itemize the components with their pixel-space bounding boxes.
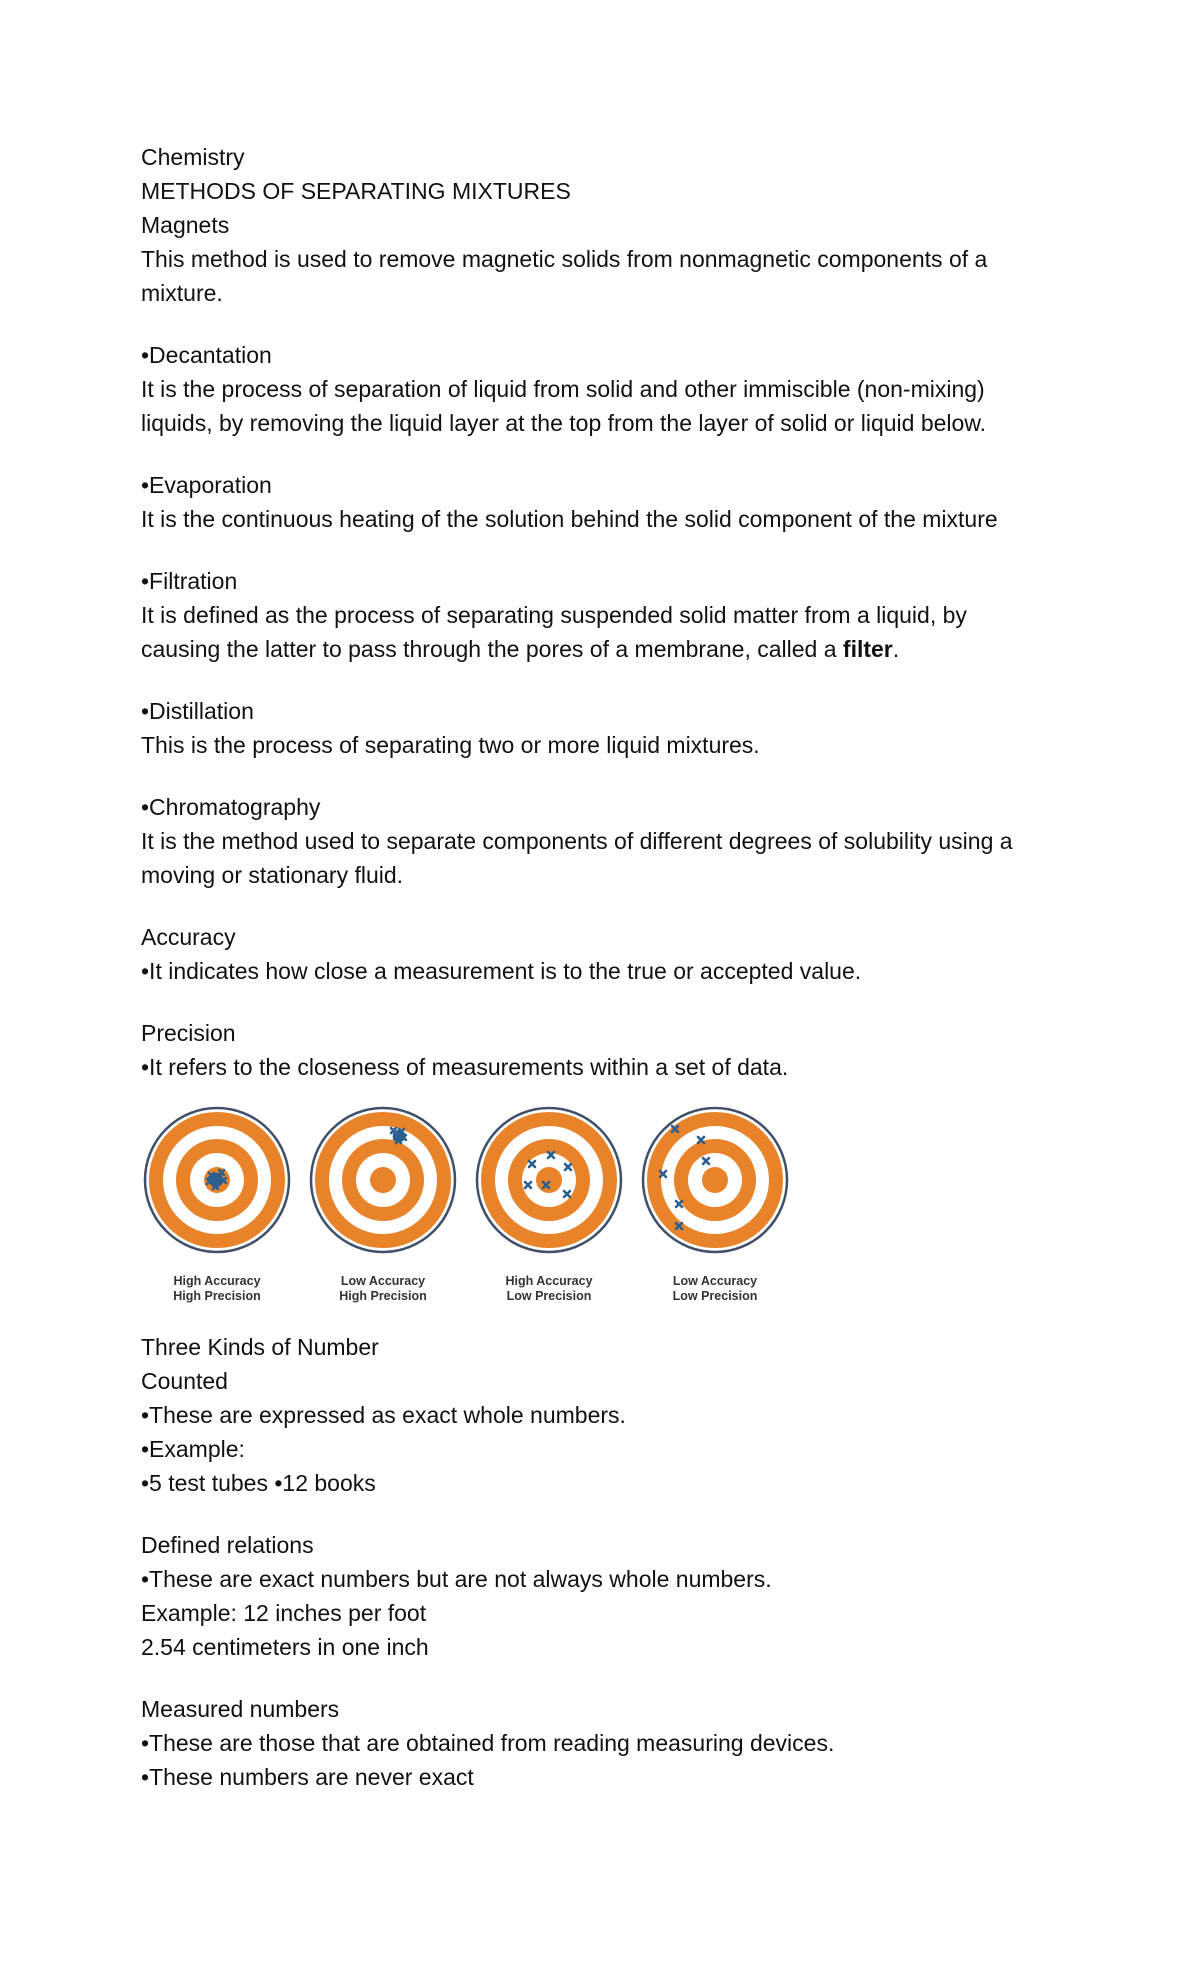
filtration-text-1: It is defined as the process of separating suspended solid matter from a liquid, by [141,602,967,628]
target-high-accuracy-high-precision [143,1106,291,1303]
filter-term: filter [842,636,893,662]
document-page [141,140,1101,1794]
filtration-text-2 [141,632,1101,666]
numbers-heading: Three Kinds of Number [141,1334,379,1360]
decantation-text-1: It is the process of separation of liquid from solid and other immiscible (non-mixing) [141,376,985,402]
precision-text-1: •It refers to the closeness of measurements within a set of data. [141,1054,789,1080]
evaporation-text-1: It is the continuous heating of the solution behind the solid component of the mixture [141,506,998,532]
defined-text-2: Example: 12 inches per foot [141,1600,427,1626]
measured-text-2: •These numbers are never exact [141,1764,474,1790]
caption-accuracy: High Accuracy [505,1274,593,1288]
magnets-heading: Magnets [141,212,230,238]
bullseye-icon [143,1106,291,1254]
target-caption [635,1274,795,1304]
counted-text-1: •These are expressed as exact whole numbers. [141,1402,626,1428]
caption-precision: Low Precision [506,1289,592,1303]
distillation-text-1: This is the process of separating two or more liquid mixtures. [141,732,760,758]
caption-precision: High Precision [173,1289,261,1303]
distillation-heading: •Distillation [141,698,254,724]
target-caption [137,1274,297,1304]
counted-text-3: •5 test tubes •12 books [141,1470,376,1496]
target-low-accuracy-high-precision [309,1106,457,1303]
accuracy-heading: Accuracy [141,924,236,950]
target-high-accuracy-low-precision [475,1106,623,1303]
counted-text-2: •Example: [141,1436,245,1462]
bullseye-icon [475,1106,623,1254]
filtration-text-2-end: . [892,636,900,662]
accuracy-text-1: •It indicates how close a measurement is to the true or accepted value. [141,958,862,984]
target-caption [303,1274,463,1304]
caption-precision: High Precision [339,1289,427,1303]
bullseye-icon [641,1106,789,1254]
target-caption [469,1274,629,1304]
decantation-text-2: liquids, by removing the liquid layer at the top from the layer of solid or liquid below. [141,410,987,436]
defined-text-3: 2.54 centimeters in one inch [141,1634,429,1660]
subject-line: Chemistry [141,144,245,170]
target-low-accuracy-low-precision [641,1106,789,1303]
measured-heading: Measured numbers [141,1696,340,1722]
precision-heading: Precision [141,1020,236,1046]
filtration-heading: •Filtration [141,568,238,594]
chromatography-heading: •Chromatography [141,794,321,820]
evaporation-heading: •Evaporation [141,472,272,498]
measured-text-1: •These are those that are obtained from reading measuring devices. [141,1730,835,1756]
magnets-text-1: This method is used to remove magnetic solids from nonmagnetic components of a [141,246,988,272]
filtration-text-2-start: causing the latter to pass through the pores of a membrane, called a [141,636,843,662]
defined-heading: Defined relations [141,1532,314,1558]
decantation-heading: •Decantation [141,342,272,368]
caption-precision: Low Precision [672,1289,758,1303]
chromatography-text-1: It is the method used to separate components of different degrees of solubility using a [141,828,1013,854]
defined-text-1: •These are exact numbers but are not always whole numbers. [141,1566,772,1592]
counted-heading: Counted [141,1368,228,1394]
accuracy-precision-figure [141,1106,1101,1322]
caption-accuracy: Low Accuracy [340,1274,426,1288]
caption-accuracy: High Accuracy [173,1274,261,1288]
caption-accuracy: Low Accuracy [672,1274,758,1288]
magnets-text-2: mixture. [141,280,223,306]
bullseye-icon [309,1106,457,1254]
chromatography-text-2: moving or stationary fluid. [141,862,404,888]
document-title: METHODS OF SEPARATING MIXTURES [141,178,571,204]
